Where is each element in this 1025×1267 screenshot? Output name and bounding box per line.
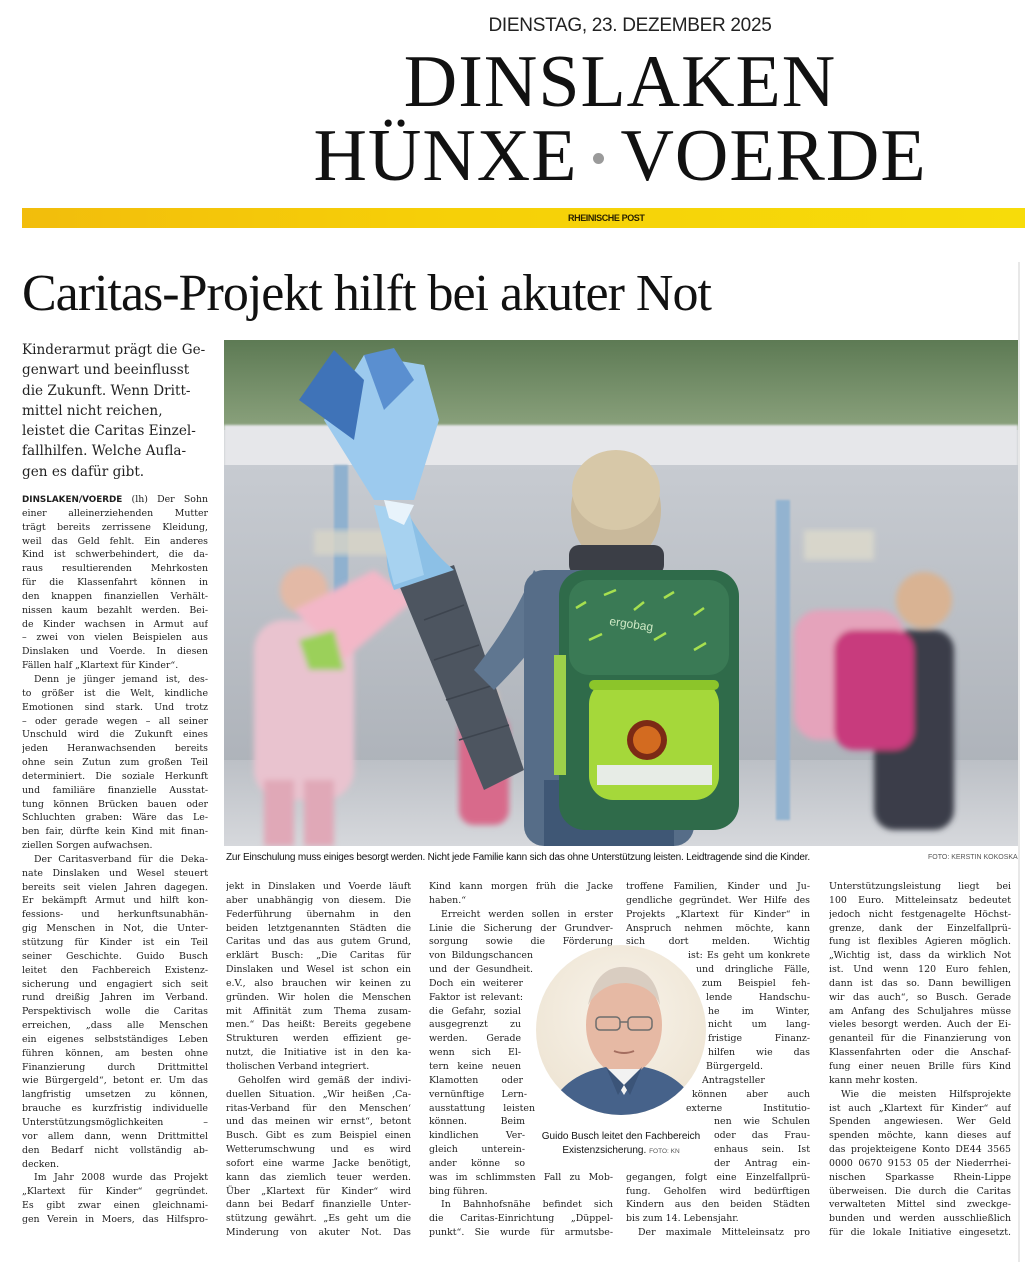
article-text-line: überweisen. Die durch die Caritas [829,1185,1011,1197]
article-text-line: nicht um lang- [708,1019,810,1031]
article-text-line: Caritas und das aus gutem Grund, [226,936,411,948]
article-text-line: sicherung und engagiert sich seit [22,978,208,990]
article-text-line: ben fair, dürfte kein Kind mit finan- [22,826,208,838]
article-text-line: Dinslaken und Voerde. In diesen [22,646,208,658]
article-text-line: Busch. Gibt es zum Beispiel einen [226,1130,411,1142]
article-text-line: determiniert. Die soziale Herkunft [22,770,208,782]
article-text-line: nate Dinslaken und Wesel steuert [22,867,208,879]
photo-school-children-illustration [224,340,1018,846]
article-text-line: sich dort melden. Wichtig [626,936,810,948]
article-text-line [22,493,208,507]
article-text-line: wie Bürgergeld“, betont er. Um das [22,1075,208,1087]
article-text-line: Wie die meisten Hilfsprojekte [841,1088,1011,1100]
article-text-line: – oder gerade wegen – all seiner [22,715,208,727]
backpack-brand-label: ergobag [608,614,655,635]
article-text-line: stützung gewährt. „Es geht um die [226,1213,411,1225]
article-text-line: fung einer neuen Brille fürs Kind [829,1060,1011,1072]
article-text-line: Erreicht werden sollen in erster [441,908,613,920]
article-text-line: gendliche gegründet. Wer Hilfe des [626,894,810,906]
article-text-line: men.“ Das heißt: Bereits gegebene [226,1019,411,1031]
article-text-line: weil das Geld fehlt. Ein anderes [22,535,208,547]
brand-label: RHEINISCHE POST [568,213,645,223]
portrait-caption [530,1130,712,1159]
article-text-line: Spenden angewiesen. Wer Geld [829,1116,1011,1128]
article-text-line: Antragsteller [702,1074,765,1086]
article-dateline: DINSLAKEN/VOERDE [22,495,123,505]
article-text-line: externe Institutio- [686,1102,810,1114]
article-text-line: jedoch nicht festgenagelte Höchst- [829,908,1011,920]
article-text-line: ritas-Verband für den Menschen‘ [226,1102,411,1114]
article-text-line: und dringliche Fälle, [696,964,810,976]
teaser-line: die Zukunft. Wenn Dritt- [22,382,191,399]
brand-band [22,208,1025,228]
article-text-line: von Bildungschancen [429,950,533,962]
masthead-huenxe-voerde [300,115,940,197]
article-text-line: jekt in Dinslaken und Voerde läuft [226,881,411,892]
article-text-line: was im schlimmsten Fall zu Mob- [429,1171,613,1183]
article-text-line: vor allem dann, wenn Drittmittel [22,1130,208,1142]
article-text-line: und das meinen wir ernst“, betont [226,1116,411,1128]
article-column-1 [22,493,208,1227]
article-text-line: Faktor ist relevant: [429,991,523,1003]
article-text-line: fung ist flexibles Agieren möglich. [829,936,1011,948]
article-text-line: fristige Finanz- [708,1033,810,1045]
article-text-line: den knappen finanziellen Verhält- [22,590,208,602]
article-headline: Caritas-Projekt hilft bei akuter Not [22,265,711,322]
window-light [804,530,874,560]
article-text-line: Federführung übernahm in den [226,908,411,920]
article-text-line: haben.“ [429,894,466,906]
article-text-line: rund dreißig Jahren im Verband. [22,992,208,1004]
article-text-line: fung. Geholfen wird bedürftigen [626,1185,810,1197]
article-text-line: Kind kann morgen früh die Jacke [429,881,613,892]
article-column-2 [226,880,411,1240]
article-text-line: spenden möchte, kann dieses auf [829,1130,1011,1142]
article-text-line: können aber auch [692,1088,810,1100]
article-text-line: 100 Euro. Mitteleinsatz bedeutet [829,894,1011,906]
article-text-line: am Anfang des Schuljahres müsse [829,1005,1011,1017]
article-text-line: Dinslaken und Wesel ist schon ein [226,964,411,976]
article-text-line: Klassenfahrten oder die Anschaf- [829,1047,1011,1059]
article-text-line: und der Gesundheit. [429,964,533,976]
article-text-line: duellen Situation. „Wir heißen ‚Ca- [226,1088,411,1100]
article-text-line: erklärt Busch: „Die Caritas für [226,950,411,962]
article-text-line: troffene Familien, Kinder und Ju- [626,881,810,892]
article-text-line: Der Caritasverband für die Deka- [34,853,208,865]
article-text-line: ander könne so [429,1157,525,1169]
article-text-line: die Gefahr, sozial [429,1005,521,1017]
article-text-line: vieles besorgt werden. Auch der Ei- [829,1019,1011,1031]
portrait-photo-guido-busch [536,945,706,1115]
masthead-dinslaken: DINSLAKEN [403,41,837,123]
article-text-line: ohne sein Zutun zum großen Teil [22,757,208,769]
article-text-line: Projekts „Klartext für Kinder“ in [626,908,810,920]
article-text-line: Es gibt zwar einen gleichnami- [22,1200,208,1212]
article-text-line: Über „Klartext für Kinder“ wird [226,1185,411,1197]
article-text-line: kindlichen Ver- [429,1130,525,1142]
article-text-line: nischen Sparkasse Rhein-Lippe [829,1171,1011,1183]
article-text-line: Unschuld wird die Zukunft eines [22,729,208,741]
article-text-line: für die lokale Initiative eingesetzt. [829,1227,1011,1239]
photo-credit: FOTO: KERSTIN KOKOSKA [928,854,1018,861]
article-text-line: das projekteigene Konto DE44 3565 [829,1144,1011,1156]
article-text-line: ziellen Sorgen aufwachsen. [22,840,153,852]
article-text-line: Geholfen wird gemäß der indivi- [238,1074,411,1086]
teaser-line: Kinderarmut prägt die Ge- [22,342,206,358]
article-text-line: decken. [22,1158,60,1170]
portrait-caption-line-1: Guido Busch leitet den Fachbereich [541,1131,701,1142]
article-text-line: Finanzierung durch Drittmittel [22,1061,208,1073]
article-text-line: gen Verein in Moers, das Hilfspro- [22,1213,208,1225]
article-text-line: den Bedarf nicht vollständig ab- [22,1144,208,1156]
article-text-line: Unterstützungsleistung liegt bei [829,881,1011,892]
article-text-line: lende Handschu- [706,991,810,1003]
article-text-line: Fällen half „Klartext für Kinder“. [22,660,179,672]
article-text-line: dann ist das so. Dann bewilligen [829,977,1011,989]
article-text-line: tern keine neuen [429,1060,521,1072]
article-text-line: die Caritas-Einrichtung „Düppel- [429,1213,613,1225]
article-text-line: mit Affinität zum Thema zusam- [226,1005,411,1017]
article-text-line: Strukturen werden effizient ge- [226,1033,411,1045]
main-photo [224,340,1018,846]
article-text-line: ist. Und wenn 120 Euro fehlen, [829,964,1011,976]
article-text-line: zum Beispiel feh- [702,977,810,989]
article-text-line: kann mehr kosten. [829,1074,918,1086]
article-text-line: ausgegrenzt zu [429,1019,521,1031]
article-text-line: bunden und werden ausschließlich [829,1213,1011,1225]
article-text-line: grenze, dank der Einzelfallprü- [829,922,1011,934]
photo-caption: Zur Einschulung muss einiges besorgt werden. Nicht jede Familie kann sich das ohne Unterstützung leisten. Leidtragende sind die Kinder. [226,852,810,863]
separator-dot-icon [593,153,604,164]
article-text-line: dann bei Bedarf finanzielle Unter- [226,1199,411,1211]
article-text-line: einer alleinerziehenden Mutter [22,507,208,519]
article-text-line: und familiäre finanzielle Ausstat- [22,784,208,796]
article-text-line: Schluchten graben: Wäre das Le- [22,812,208,824]
article-text-line: nissen kaum bezahlt werden. Bei- [22,604,208,616]
article-text-line: punkt“. Sie wurde für armutsbe- [429,1227,613,1239]
article-text-line-rest: (lh) Der Sohn [122,494,208,505]
teaser-line: gen es dafür gibt. [22,463,145,480]
masthead-voerde: VOERDE [620,115,927,197]
article-text-line: gründen. Wir holen die Menschen [226,991,411,1003]
article-text-line: aber unabhängig von diesem. Die [226,894,411,906]
article-text-line: gleich unterein- [429,1144,525,1156]
article-text-line: e.V., also brauchen wir keinen zu [226,977,411,989]
article-teaser [22,340,218,482]
article-text-line: to größer ist die Welt, kindliche [22,687,208,699]
article-text-line: ist: Es geht um konkrete [688,950,810,962]
article-text-line: gegangen, folgt eine Einzelfallprü- [626,1171,810,1183]
article-text-line: erreichen, „dass alle Menschen [22,1020,208,1032]
article-text-line: enhaus sein. Ist [714,1144,810,1156]
article-text-line: der Antrag ein- [714,1157,810,1169]
article-text-line: jeden Heranwachsenden bereits [22,743,208,755]
article-text-line: wenn sich El- [429,1047,521,1059]
masthead-huenxe: HÜNXE [313,115,578,197]
portrait-credit: FOTO: KN [649,1148,680,1155]
article-text-line: verwalteten Mittel sind zweckge- [829,1199,1011,1211]
teaser-line: genwart und beeinflusst [22,362,190,379]
article-text-line: vernünftige Lern- [429,1088,527,1100]
article-text-line: Anspruch nehmen möchte, kann [626,922,810,934]
article-text-line: Linie die Sicherung der Grundver- [429,922,613,934]
teaser-line: fallhilfen. Welche Aufla- [22,443,187,460]
article-text-line: seiner Geschichte. Guido Busch [22,950,208,962]
article-text-line: oder das Frau- [714,1130,810,1142]
article-text-line: leitet den Fachbereich Existenz- [22,964,208,976]
article-text-line: brauche es kurzfristig individuelle [22,1103,208,1115]
article-column-5 [829,880,1011,1240]
article-text-line: Emotionen sind stark. Und trotz [22,701,208,713]
article-text-line: sofort eine warme Jacke benötigt, [226,1157,411,1169]
article-text-line: stützung für Kinder ist ein Teil [22,937,208,948]
article-text-line: Minderung von akuter Not. Das [226,1227,411,1239]
article-text-line: tholischen Verband integriert. [226,1060,370,1072]
article-text-line: Perspektivisch wolle die Caritas [22,1006,208,1018]
article-text-line: 0000 0670 9153 05 der Niederrhei- [829,1157,1011,1169]
article-text-line: langfristig umsetzen zu können, [22,1089,208,1101]
portrait-illustration [536,945,706,1115]
article-text-line: „Wichtig ist, dass da wirklich Not [829,950,1011,962]
article-text-line: ein eigenes selbstständiges Leben [22,1033,208,1045]
article-text-line: werden. Gerade [429,1033,521,1045]
article-text-line: Bürgergeld. [706,1060,763,1072]
teaser-line: mittel nicht reichen, [22,402,163,419]
article-text-line: In Bahnhofsnähe befindet sich [441,1199,613,1211]
article-text-line: trägt bereits zerrissene Kleidung, [22,521,208,533]
article-text-line: Er bekämpft Armut und hilft kon- [22,895,208,907]
article-text-line: Wetterumschwung und es wird [226,1144,411,1156]
portrait-caption-text: Existenzsicherung. [562,1145,647,1156]
article-text-line: sorgung sowie die Förderung [429,936,613,948]
article-text-line: Denn je jünger jemand ist, des- [34,673,208,685]
article-text-line: gig Menschen in Not, die Unter- [22,923,208,935]
article-text-line: bis zum 14. Lebensjahr. [626,1213,739,1225]
article-text-line: Unterstützungsmöglichkeiten – [22,1116,208,1128]
article-text-line: nen wie Schulen [714,1116,810,1128]
portrait-caption-line-2 [530,1144,712,1159]
article-text-line: tung können Brücken bauen oder [22,798,208,810]
article-text-line: genanteil für die Finanzierung von [829,1033,1011,1045]
blue-pillar [776,500,790,820]
article-text-line: Der maximale Mitteleinsatz pro [638,1227,810,1239]
article-text-line: hilfen wie das [708,1047,810,1059]
page-edge-rule [1018,262,1020,1262]
article-text-line: führen können, am besten ohne [22,1047,208,1059]
article-text-line: beiden letztgenannten Städten die [226,922,411,934]
article-text-line: raus resultierenden Mehrkosten [22,563,208,575]
issue-date: DIENSTAG, 23. DEZEMBER 2025 [488,15,772,36]
article-text-line: „Klartext für Kinder“ gegründet. [22,1186,208,1198]
article-text-line: de Kinder wachsen in Armut auf [22,618,208,630]
article-text-line: bing führen. [429,1185,488,1197]
article-text-line: bereits seit vielen Jahren dagegen. [22,881,208,893]
article-text-line: ist auch „Klartext für Kinder“ auf [829,1102,1011,1114]
article-text-line: für die Klassenfahrt können in [22,577,208,589]
article-text-line: ausstattung leisten [429,1102,535,1114]
article-text-line: Kind ist schwerbehindert, die da- [22,549,208,561]
article-text-line: wir das auch“, so Busch. Gerade [829,991,1011,1003]
article-text-line: Im Jahr 2008 wurde das Projekt [34,1172,208,1184]
article-text-line: Kindern aus den beiden Städten [626,1199,810,1211]
article-text-line: nutzt, die Initiative ist in den ka- [226,1047,411,1059]
article-text-line: – zwei von vielen Beispielen aus [22,632,208,644]
teaser-line: leistet die Caritas Einzel- [22,423,196,440]
article-text-line: fessions- und herkunftsunabhän- [22,909,208,921]
article-text-line: Doch ein weiterer [429,977,523,989]
article-text-line: können. Beim [429,1116,525,1128]
article-text-line: kann das ziemlich teuer werden. [226,1171,411,1183]
article-text-line: Klamotten oder [429,1074,523,1086]
article-text-line: he im Winter, [708,1005,810,1017]
